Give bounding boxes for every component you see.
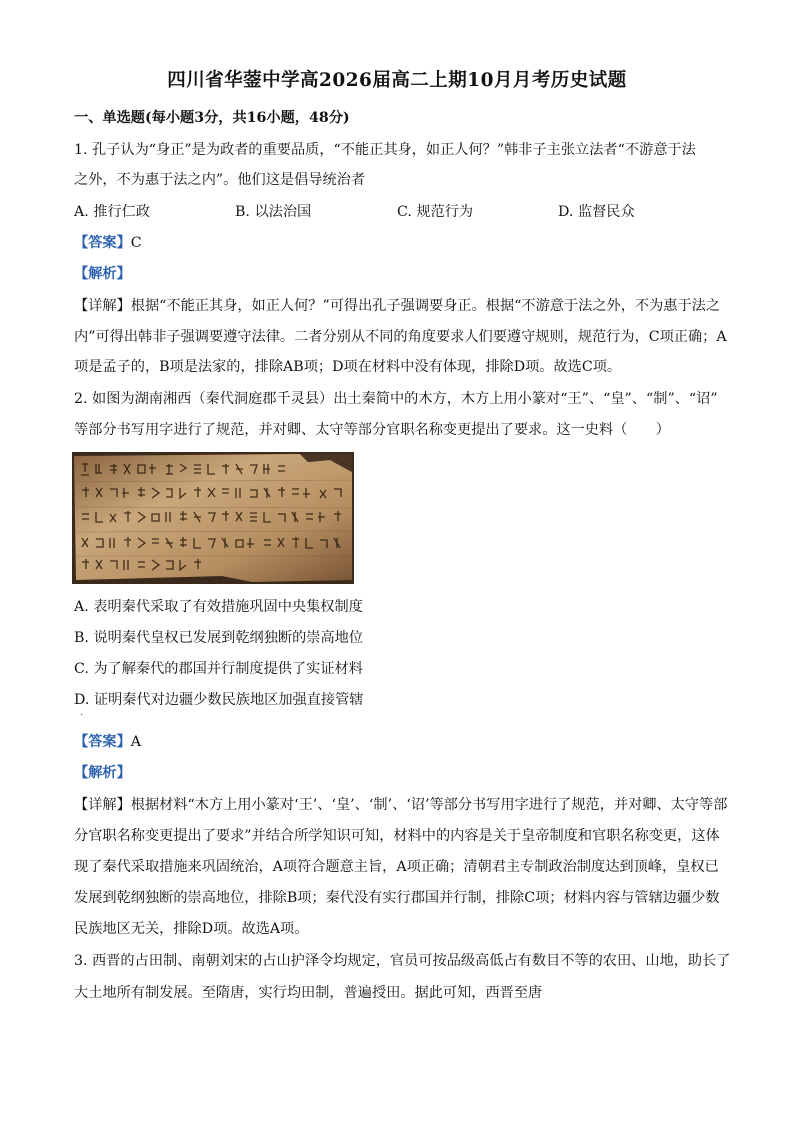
q1-answer-value: C bbox=[130, 235, 142, 251]
q1-stem-line2: 之外，不为惠于法之内”。他们这是倡导统治者 bbox=[74, 172, 366, 188]
q1-option-d: D. 监督民众 bbox=[558, 204, 635, 220]
exam-title: 四川省华蓥中学高2026届高二上期10月月考历史试题 bbox=[167, 70, 627, 91]
q2-analysis-tag: 【解析】 bbox=[74, 765, 131, 781]
q2-detail-line3: 现了秦代采取措施来巩固统治，A项符合题意主旨，A项正确；清朝君主专制政治制度达到顶峰，皇权已 bbox=[74, 859, 719, 875]
qin-wooden-tablet-image bbox=[72, 452, 354, 584]
q2-answer-tag: 【答案】 bbox=[74, 734, 131, 750]
q3-stem-line1: 3. 西晋的占田制、南朝刘宋的占山护泽令均规定，官员可按品级高低占有数目不等的农田、山地，助长了 bbox=[74, 953, 731, 969]
q2-option-d: D. 证明秦代对边疆少数民族地区加强直接管辖 bbox=[74, 692, 364, 708]
q1-analysis-tag: 【解析】 bbox=[74, 266, 131, 282]
q2-stem-line2: 等部分书写用字进行了规范，并对卿、太守等部分官职名称变更提出了要求。这一史料（ ） bbox=[74, 422, 670, 438]
q1-answer-row bbox=[74, 233, 142, 253]
q2-detail-line2: 分官职名称变更提出了要求”并结合所学知识可知，材料中的内容是关于皇帝制度和官职名称变更，这体 bbox=[74, 828, 720, 844]
q2-analysis-row bbox=[74, 763, 131, 783]
q2-detail-tag: 【详解】 bbox=[74, 797, 131, 813]
q2-answer-row bbox=[74, 732, 141, 752]
q1-option-a: A. 推行仁政 bbox=[74, 204, 151, 220]
q2-option-b: B. 说明秦代皇权已发展到乾纲独断的崇高地位 bbox=[74, 630, 364, 646]
q2-detail-text1: 根据材料“木方上用小篆对‘王’、‘皇’、‘制’、‘诏’等部分书写用字进行了规范，并对卿、太守等部 bbox=[130, 797, 728, 813]
q1-detail-line2: 内”可得出韩非子强调要遵守法律。二者分别从不同的角度要求人们要遵守规则，规范行为，C项正确；A bbox=[74, 329, 727, 345]
section-header: 一、单选题(每小题3分，共16小题，48分) bbox=[74, 110, 350, 126]
q1-detail-text1: 根据“不能正其身，如正人何？”可得出孔子强调要身正。根据“不游意于法之外，不为惠于法之 bbox=[130, 298, 721, 314]
q1-detail-tag: 【详解】 bbox=[74, 298, 131, 314]
stray-dot-mark: · bbox=[80, 710, 84, 721]
q1-option-c: C. 规范行为 bbox=[397, 204, 474, 220]
q1-answer-tag: 【答案】 bbox=[74, 235, 131, 251]
q1-option-b: B. 以法治国 bbox=[235, 204, 312, 220]
q2-option-c: C. 为了解秦代的郡国并行制度提供了实证材料 bbox=[74, 661, 363, 677]
q2-answer-value: A bbox=[130, 734, 142, 750]
q2-stem-line1: 2. 如图为湖南湘西（秦代洞庭郡千灵县）出土秦简中的木方，木方上用小篆对“王”、“皇”、“制”、“诏” bbox=[74, 391, 718, 407]
q2-option-a: A. 表明秦代采取了有效措施巩固中央集权制度 bbox=[74, 599, 363, 615]
q2-detail-line1 bbox=[74, 795, 727, 815]
q1-analysis-row bbox=[74, 264, 131, 284]
q2-detail-line4: 发展到乾纲独断的崇高地位，排除B项；秦代没有实行郡国并行制，排除C项；材料内容与管辖边疆少数 bbox=[74, 890, 720, 906]
q3-stem-line2: 大土地所有制发展。至隋唐，实行均田制，普遍授田。据此可知，西晋至唐 bbox=[74, 985, 543, 1001]
q1-stem-line1: 1. 孔子认为“身正”是为政者的重要品质，“不能正其身，如正人何？”韩非子主张立法者“不游意于法 bbox=[74, 142, 696, 158]
q1-detail-line3: 项是孟子的，B项是法家的，排除AB项；D项在材料中没有体现，排除D项。故选C项。 bbox=[74, 359, 622, 375]
q1-detail-line1 bbox=[74, 296, 720, 316]
q2-detail-line5: 民族地区无关，排除D项。故选A项。 bbox=[74, 921, 309, 937]
